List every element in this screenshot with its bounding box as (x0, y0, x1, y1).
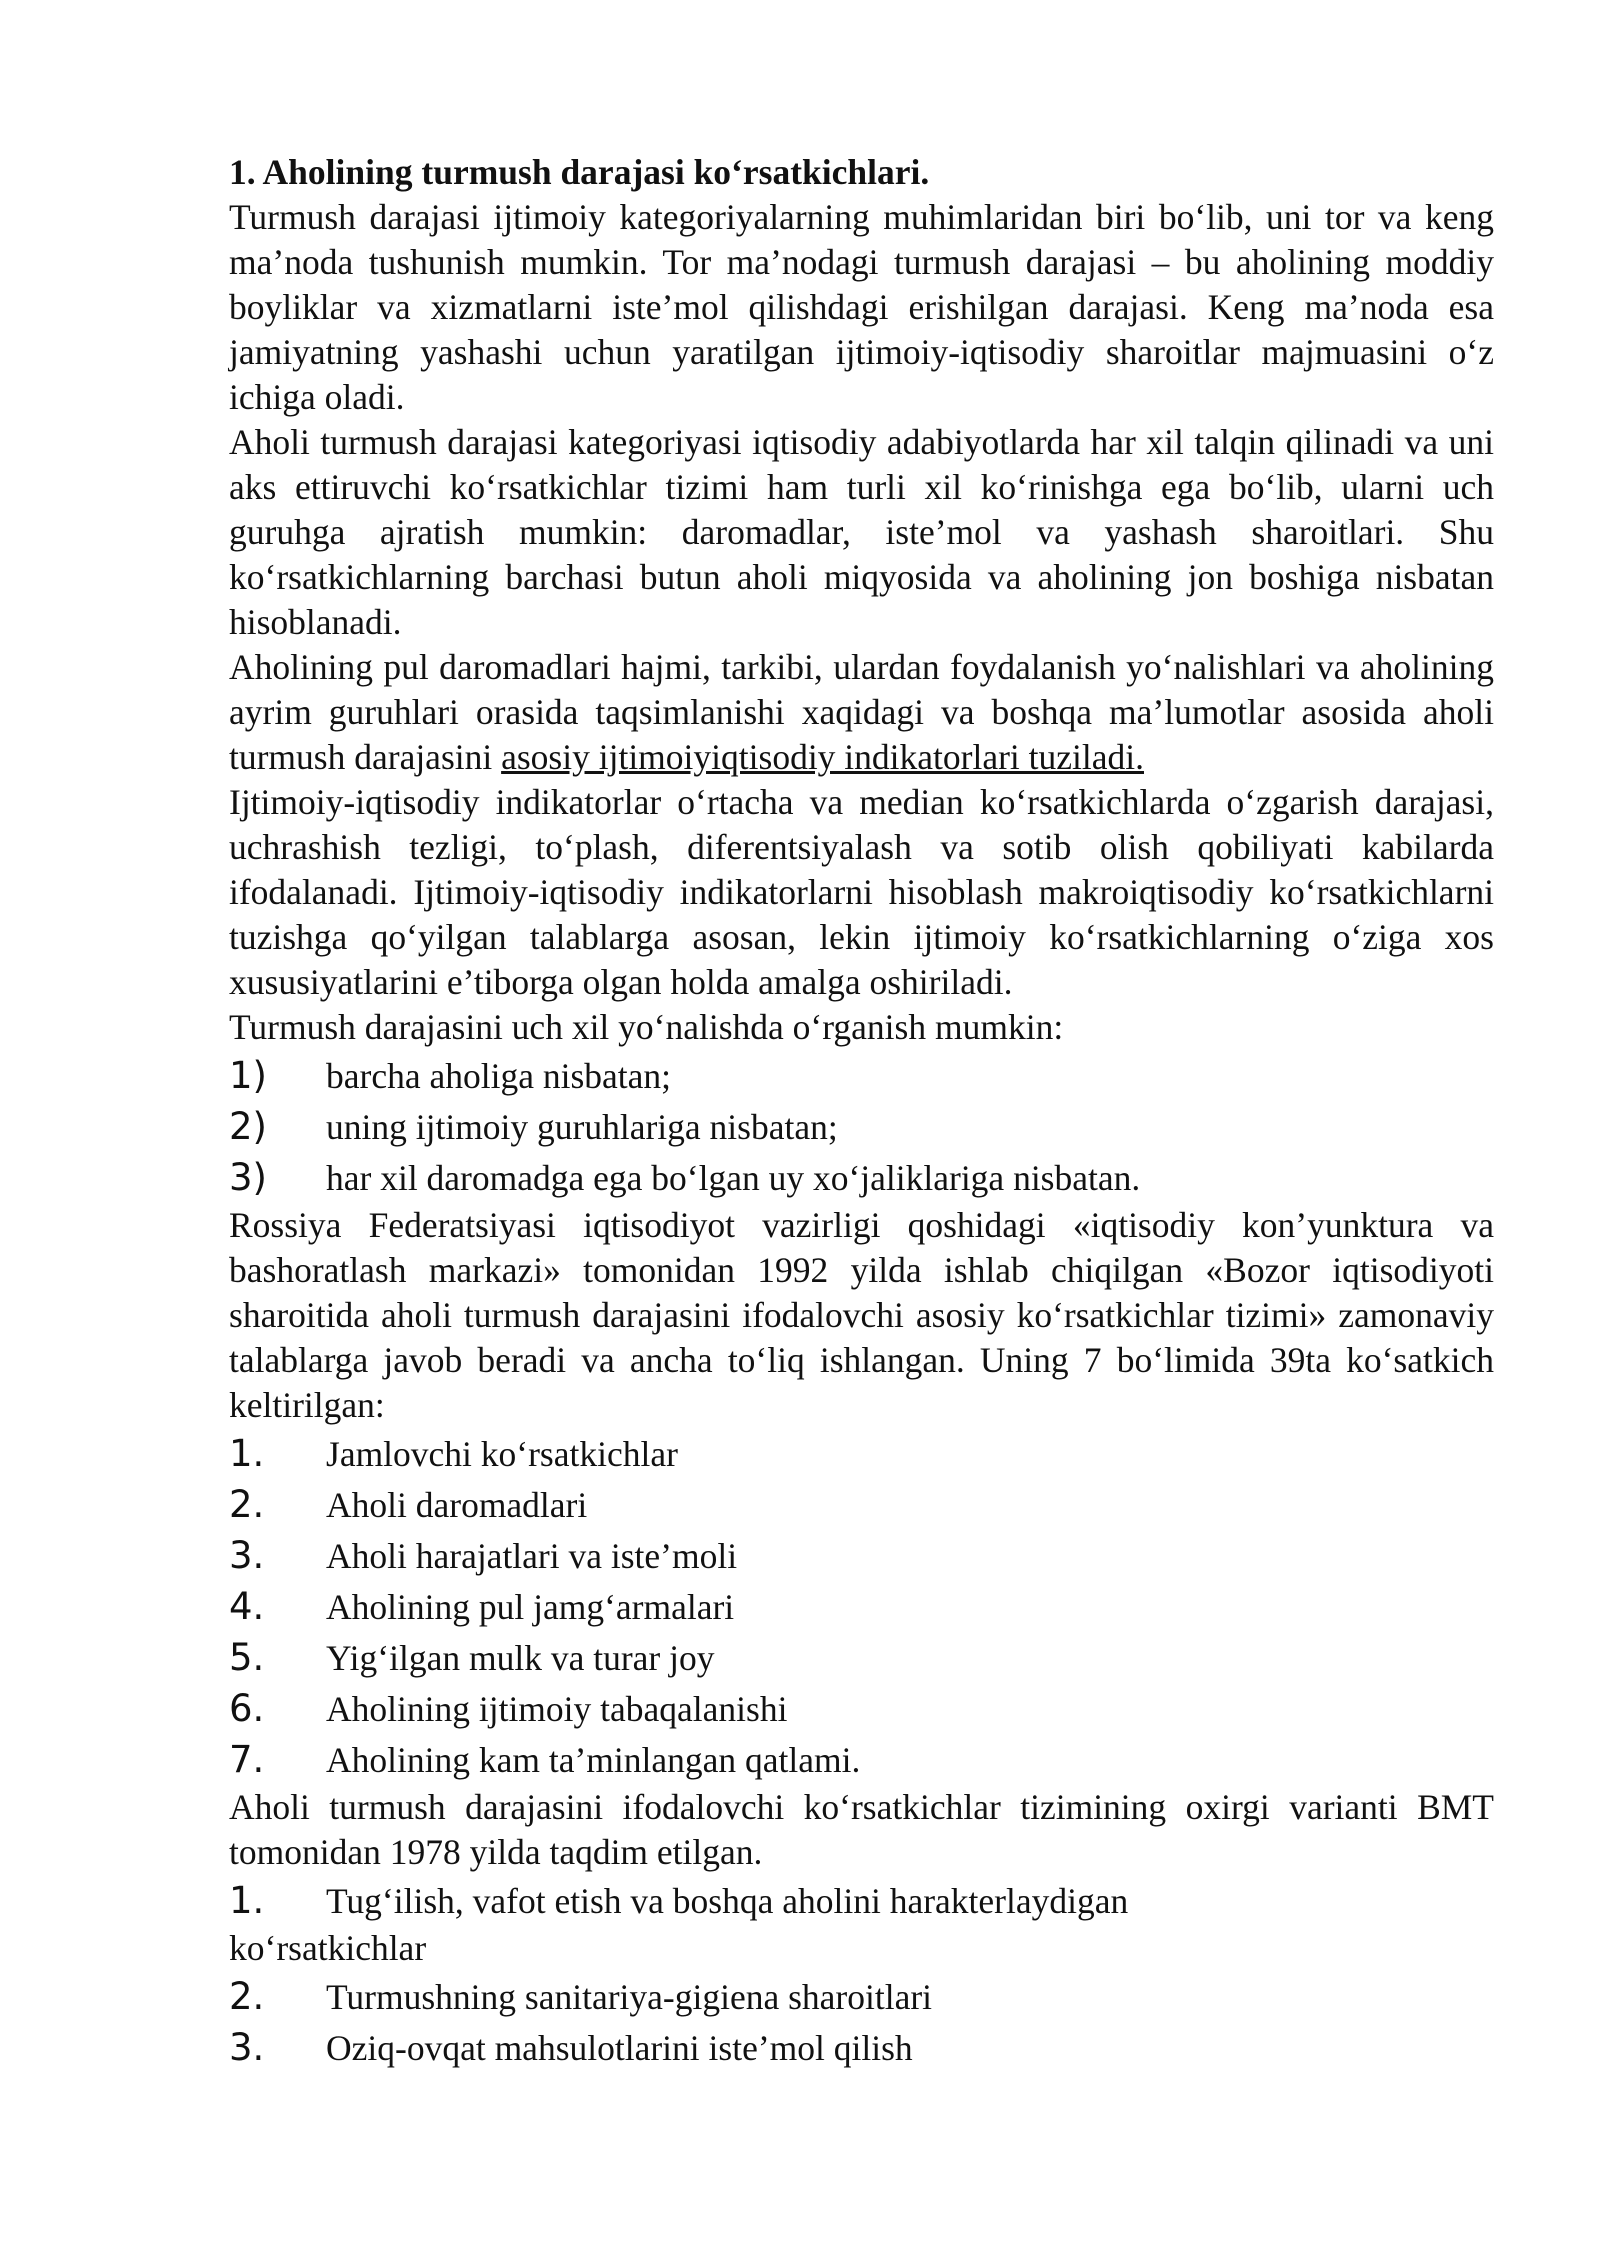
paragraph-russia-system: Rossiya Federatsiyasi iqtisodiyot vazirligi qoshidagi «iqtisodiy kon’yunktura va bashoratlash markazi» tomonidan 1992 yilda ishlab chiqilgan «Bozor iqtisodiyoti sharoitida aholi turmush darajasini ifodalovchi asosiy ko‘rsatkichlar tizimi» zamonaviy talablarga javob beradi va ancha to‘liq ishlangan. Uning 7 bo‘limida 39ta ko‘satkich keltirilgan: (229, 1205, 1494, 1425)
list-item (229, 1479, 1494, 1530)
list-item (229, 1581, 1494, 1632)
list-text: Aholining ijtimoiy tabaqalanishi (326, 1689, 788, 1729)
list-text: har xil daromadga ega bo‘lgan uy xo‘jaliklariga nisbatan. (326, 1158, 1141, 1198)
list-item (229, 1050, 1494, 1101)
list-number: 4. (229, 1585, 265, 1628)
list-text: Aholi daromadlari (326, 1485, 588, 1525)
list-text: Tug‘ilish, vafot etish va boshqa aholini harakterlaydigan (326, 1881, 1129, 1921)
list-item (229, 1734, 1494, 1785)
list-number: 2. (229, 1483, 265, 1526)
list-number: 3) (229, 1156, 267, 1199)
paragraph-definition: Turmush darajasi ijtimoiy kategoriyalarning muhimlaridan biri bo‘lib, uni tor va keng ma’noda tushunish mumkin. Tor ma’nodagi turmush darajasi – bu aholining moddiy boyliklar va xizmatlarni iste’mol qilishdagi erishilgan darajasi. Keng ma’noda esa jamiyatning yashashi uchun yaratilgan ijtimoiy-iqtisodiy sharoitlar majmuasini o‘z ichiga oladi. (229, 197, 1494, 417)
list-text: Aholining pul jamg‘armalari (326, 1587, 735, 1627)
list-number: 1. (229, 1432, 265, 1475)
list-text-continuation: ko‘rsatkichlar (229, 1928, 427, 1968)
list-number: 5. (229, 1636, 265, 1679)
list-item (229, 2022, 1494, 2073)
list-item (229, 1530, 1494, 1581)
list-number: 1. (229, 1879, 265, 1922)
list-number: 2) (229, 1105, 267, 1148)
list-text: Aholining kam ta’minlangan qatlami. (326, 1740, 861, 1780)
list-number: 3. (229, 2026, 265, 2069)
paragraph-study-directions: Turmush darajasini uch xil yo‘nalishda o‘rganish mumkin: (229, 1007, 1064, 1047)
list-number: 7. (229, 1738, 265, 1781)
paragraph-socioeconomic-indicators: Ijtimoiy-iqtisodiy indikatorlar o‘rtacha va median ko‘rsatkichlarda o‘zgarish darajasi, uchrashish tezligi, to‘plash, diferentsiyalash va sotib olish qobiliyati kabilarda ifodalanadi. Ijtimoiy-iqtisodiy indikatorlarni hisoblash makroiqtisodiy ko‘rsatkichlarni tuzishga qo‘yilgan talablarga asosan, lekin ijtimoiy ko‘rsatkichlarning o‘ziga xos xususiyatlarini e’tiborga olgan holda amalga oshiriladi. (229, 782, 1494, 1002)
list-item (229, 1101, 1494, 1152)
list-item (229, 1971, 1494, 2022)
list-text: uning ijtimoiy guruhlariga nisbatan; (326, 1107, 838, 1147)
list-text: Aholi harajatlari va iste’moli (326, 1536, 738, 1576)
paragraph-indicator-groups: Aholi turmush darajasi kategoriyasi iqtisodiy adabiyotlarda har xil talqin qilinadi va uni aks ettiruvchi ko‘rsatkichlar tizimi ham turli xil ko‘rinishga ega bo‘lib, ularni uch guruhga ajratish mumkin: daromadlar, iste’mol va yashash sharoitlari. Shu ko‘rsatkichlarning barchasi butun aholi miqyosida va aholining jon boshiga nisbatan hisoblanadi. (229, 422, 1494, 642)
sections-list (229, 1428, 1494, 1785)
list-number: 1) (229, 1054, 267, 1097)
list-item (229, 1875, 1494, 1971)
list-item (229, 1152, 1494, 1203)
list-text: Turmushning sanitariya-gigiena sharoitlari (326, 1977, 933, 2017)
document-page (229, 150, 1494, 2073)
list-number: 3. (229, 1534, 265, 1577)
list-text: Jamlovchi ko‘rsatkichlar (326, 1434, 678, 1474)
section-heading: 1. Aholining turmush darajasi ko‘rsatkichlari. (229, 152, 930, 192)
underlined-phrase: asosiy ijtimoiyiqtisodiy indikatorlari tuziladi. (501, 737, 1144, 777)
directions-list (229, 1050, 1494, 1203)
un-indicators-list (229, 1875, 1494, 2073)
paragraph-indicators-basis (229, 645, 1494, 780)
list-item (229, 1428, 1494, 1479)
list-text: Yig‘ilgan mulk va turar joy (326, 1638, 715, 1678)
list-item (229, 1683, 1494, 1734)
list-number: 2. (229, 1975, 265, 2018)
list-number: 6. (229, 1687, 265, 1730)
list-item (229, 1632, 1494, 1683)
list-text: barcha aholiga nisbatan; (326, 1056, 671, 1096)
paragraph-un-system: Aholi turmush darajasini ifodalovchi ko‘rsatkichlar tizimining oxirgi varianti BMT tomonidan 1978 yilda taqdim etilgan. (229, 1787, 1494, 1872)
paragraph-text: Aholining pul daromadlari hajmi, tarkibi, ulardan foydalanish yo‘nalishlari va aholining ayrim guruhlari orasida taqsimlanishi xaqidagi va boshqa ma’lumotlar asosida aholi turmush darajasini (229, 647, 1494, 777)
list-text: Oziq-ovqat mahsulotlarini iste’mol qilish (326, 2028, 913, 2068)
